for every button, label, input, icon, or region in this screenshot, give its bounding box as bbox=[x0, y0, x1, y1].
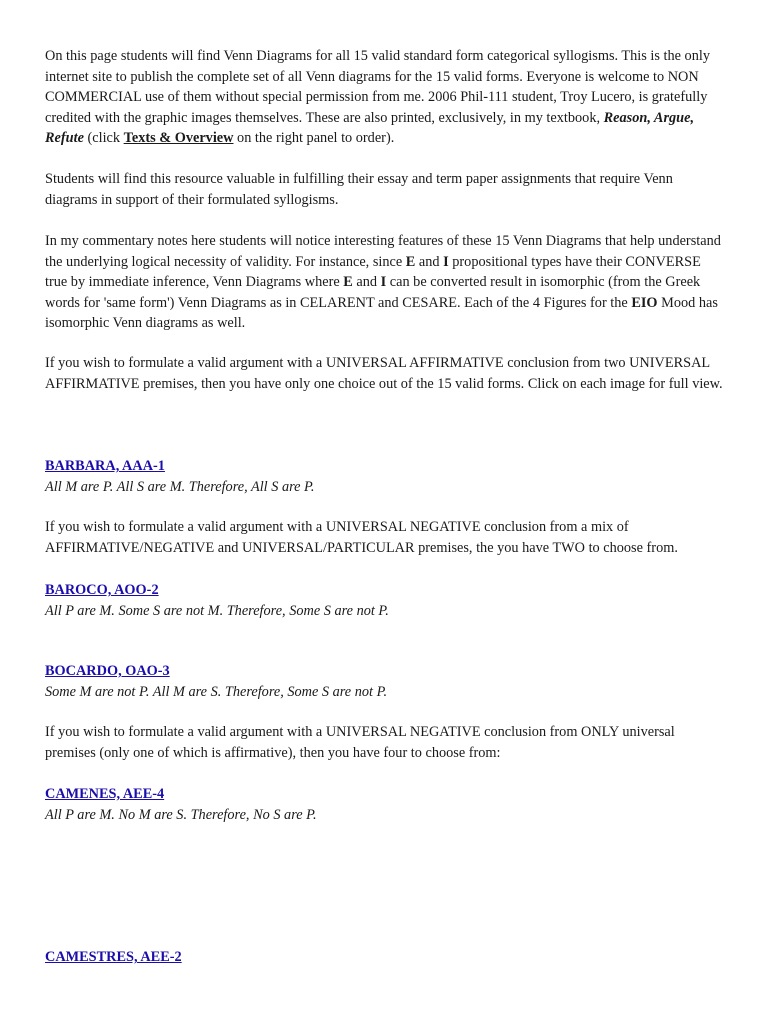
entry-baroco bbox=[45, 580, 726, 621]
intro-text: (click bbox=[83, 130, 124, 146]
intro-text: In my commentary notes here students will notice interesting features of these 15 Venn Diagrams that help understand the underlying logical necessity of validity. For instance, since bbox=[45, 233, 721, 270]
intro-paragraph-1 bbox=[45, 46, 726, 149]
intro-text: and bbox=[415, 253, 444, 270]
intro-paragraph-2: Students will find this resource valuable in fulfilling their essay and term paper assignments that require Venn diagrams in support of their formulated syllogisms. bbox=[45, 171, 673, 208]
entry-camestres bbox=[45, 947, 726, 968]
note-universal-negative-mixed: If you wish to formulate a valid argument with a UNIVERSAL NEGATIVE conclusion from a mix of AFFIRMATIVE/NEGATIVE and UNIVERSAL/PARTICULAR premises, the you have TWO to choose from. bbox=[45, 519, 678, 556]
camenes-link[interactable]: CAMENES, AEE-4 bbox=[45, 786, 165, 802]
note-universal-negative-only: If you wish to formulate a valid argument with a UNIVERSAL NEGATIVE conclusion from ONLY universal premises (only one of which is affirmative), then you have four to choose from: bbox=[45, 724, 675, 761]
intro-text: on the right panel to order). bbox=[233, 130, 395, 146]
proposition-type-i: I bbox=[443, 253, 449, 270]
intro-text: Mood has isomorphic Venn diagrams as well. bbox=[45, 294, 718, 331]
bocardo-syllogism: Some M are not P. All M are S. Therefore, Some S are not P. bbox=[45, 683, 388, 700]
baroco-syllogism: All P are M. Some S are not M. Therefore, Some S are not P. bbox=[45, 602, 389, 619]
entry-camenes bbox=[45, 784, 726, 825]
intro-paragraph-4: If you wish to formulate a valid argument with a UNIVERSAL AFFIRMATIVE conclusion from two UNIVERSAL AFFIRMATIVE premises, then you have only one choice out of the 15 valid forms. Click on each image for full view. bbox=[45, 355, 723, 392]
intro-text: On this page students will find Venn Diagrams for all 15 valid standard form categorical syllogisms. This is the only internet site to publish the complete set of all Venn diagrams for the 15 valid forms. Everyone is welcome to NON COMMERCIAL use of them without special permission from me. 2006 Phil-111 student, Troy Lucero, is gratefully credited with the graphic images themselves. These are also printed, exclusively, in my textbook, bbox=[45, 48, 710, 126]
texts-overview-link[interactable]: Texts & Overview bbox=[123, 130, 234, 146]
intro-paragraph-3 bbox=[45, 231, 726, 334]
entry-barbara bbox=[45, 456, 726, 497]
intro-text: propositional types have their CONVERSE true by immediate inference, Venn Diagrams where bbox=[45, 253, 701, 290]
camestres-link[interactable]: CAMESTRES, AEE-2 bbox=[45, 949, 182, 965]
textbook-title: Reason, Argue, Refute bbox=[45, 109, 695, 146]
baroco-link[interactable]: BAROCO, AOO-2 bbox=[45, 582, 159, 598]
proposition-type-e: E bbox=[343, 274, 353, 290]
mood-eio: EIO bbox=[631, 294, 658, 311]
barbara-syllogism: All M are P. All S are M. Therefore, All S are P. bbox=[45, 478, 315, 495]
proposition-type-i: I bbox=[380, 274, 387, 290]
proposition-type-e: E bbox=[405, 253, 416, 270]
bocardo-link[interactable]: BOCARDO, OAO-3 bbox=[45, 663, 170, 679]
camenes-syllogism: All P are M. No M are S. Therefore, No S are P. bbox=[45, 806, 317, 823]
barbara-link[interactable]: BARBARA, AAA-1 bbox=[45, 458, 165, 474]
intro-text: can be converted result in isomorphic (from the Greek words for 'same form') Venn Diagrams as in CELARENT and CESARE. Each of the 4 Figures for the bbox=[45, 274, 701, 311]
intro-text: and bbox=[352, 274, 381, 290]
entry-bocardo bbox=[45, 661, 726, 702]
